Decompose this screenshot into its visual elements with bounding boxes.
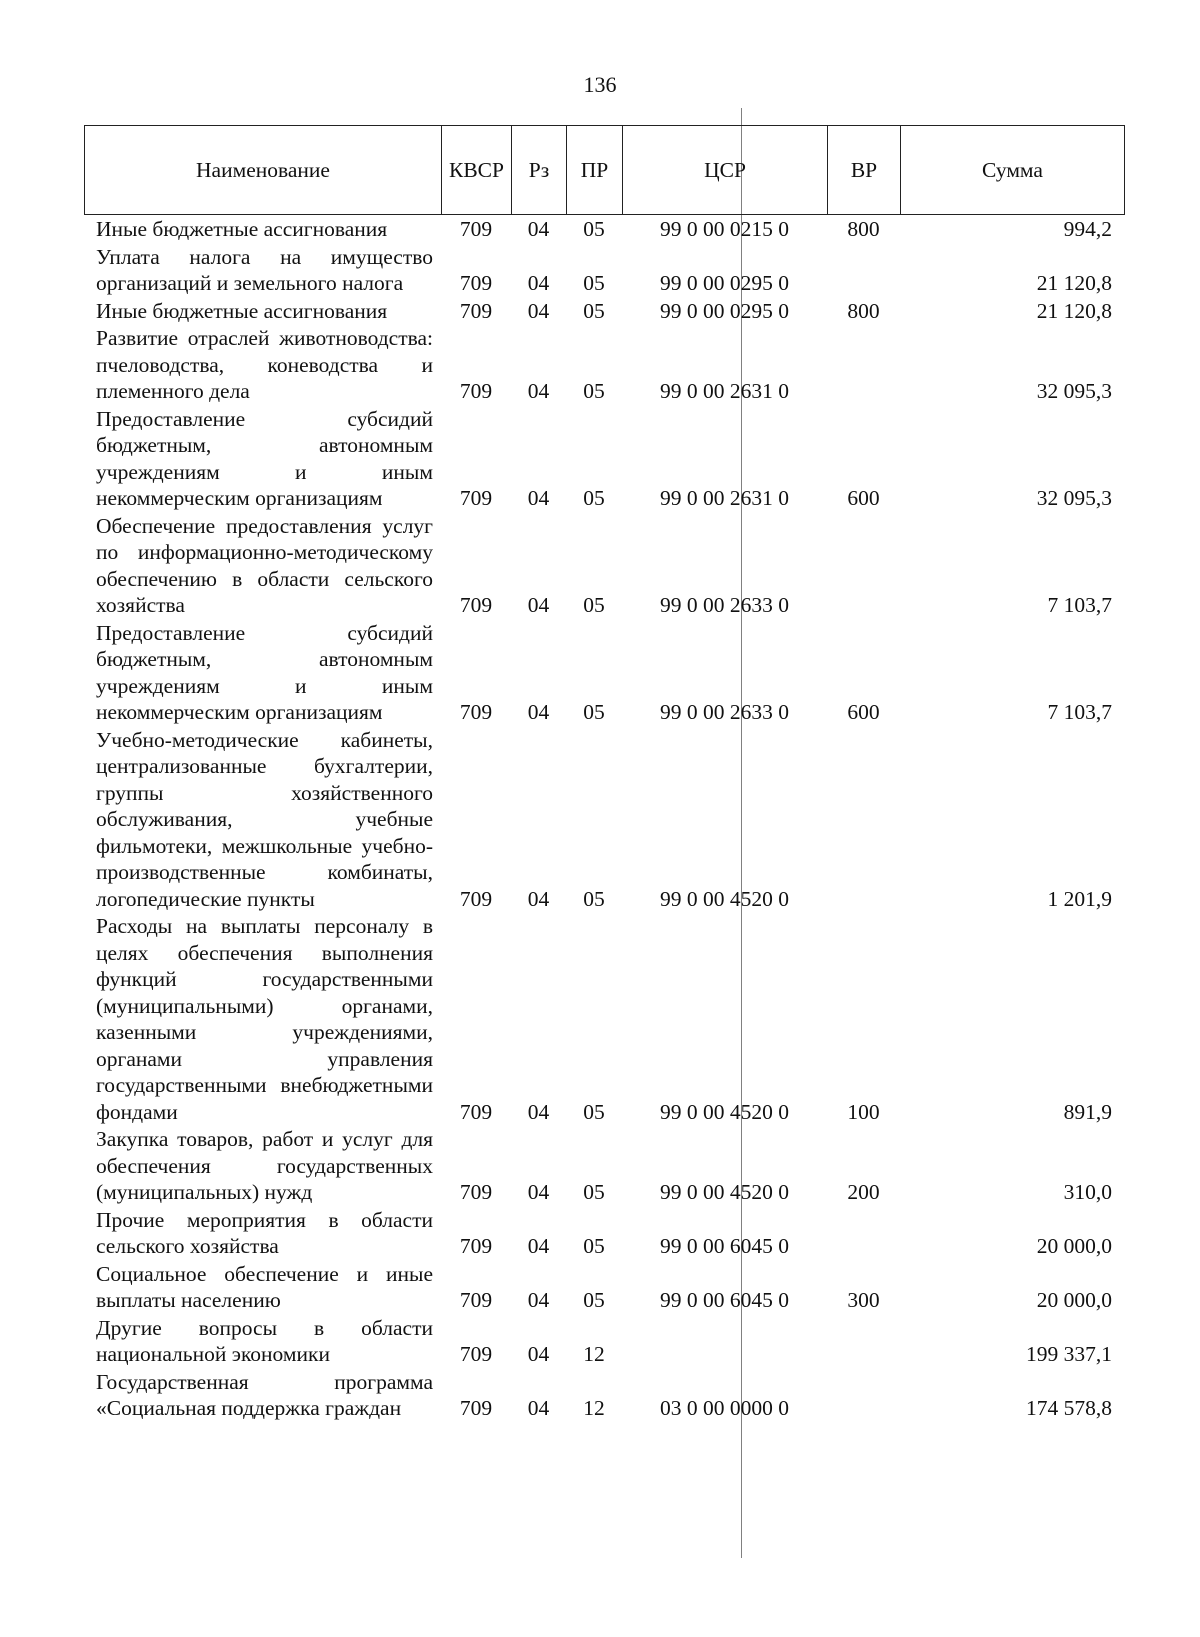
cell-sum: 199 337,1 xyxy=(1026,1342,1112,1366)
cell-pr: 05 xyxy=(583,1180,605,1204)
cell-pr: 05 xyxy=(583,1099,605,1124)
cell-kvsr: 709 xyxy=(459,886,493,911)
cell-name: Расходы на выплаты персоналу в целях обеспечения выполнения функций государственными (муниципальными) органами, казенными учреждениями, органами управления государственными внебюджетными фондами xyxy=(96,914,433,1124)
table-row xyxy=(84,1368,1124,1422)
table-row xyxy=(84,297,1124,325)
cell-pr: 05 xyxy=(583,886,605,911)
cell-sum: 7 103,7 xyxy=(1047,700,1112,724)
cell-vr xyxy=(827,243,900,297)
cell-rz: 04 xyxy=(527,379,550,403)
cell-sum: 21 120,8 xyxy=(1036,271,1112,295)
cell-pr: 05 xyxy=(583,217,605,241)
cell-vr xyxy=(827,726,900,913)
table-row xyxy=(84,1260,1124,1314)
cell-name: Предоставление субсидий бюджетным, автономным учреждениям и иным некоммерческим организациям xyxy=(96,406,433,510)
cell-csr: 99 0 00 4520 0 xyxy=(660,1099,789,1124)
cell-pr: 05 xyxy=(583,486,605,510)
cell-sum: 32 095,3 xyxy=(1036,486,1112,510)
cell-name: Закупка товаров, работ и услуг для обеспечения государственных (муниципальных) нужд xyxy=(96,1127,433,1204)
cell-vr: 300 xyxy=(847,1288,880,1312)
cell-vr: 200 xyxy=(847,1180,880,1204)
cell-name: Уплата налога на имущество организаций и земельного налога xyxy=(96,244,433,295)
cell-vr xyxy=(827,324,900,405)
cell-vr: 100 xyxy=(847,1099,880,1124)
table-row xyxy=(84,215,1124,243)
cell-csr: 99 0 00 4520 0 xyxy=(660,886,789,911)
cell-name: Социальное обеспечение и иные выплаты населению xyxy=(96,1261,433,1312)
cell-name: Иные бюджетные ассигнования xyxy=(96,298,388,323)
cell-vr: 800 xyxy=(847,217,880,241)
cell-vr xyxy=(827,512,900,619)
cell-rz: 04 xyxy=(527,1234,550,1258)
table-row xyxy=(84,243,1124,297)
cell-rz: 04 xyxy=(527,271,550,295)
cell-csr: 99 0 00 2631 0 xyxy=(660,486,789,510)
cell-rz: 04 xyxy=(527,1396,550,1420)
cell-csr: 99 0 00 6045 0 xyxy=(660,1234,789,1258)
cell-name: Учебно-методические кабинеты, централизованные бухгалтерии, группы хозяйственного обслуживания, учебные фильмотеки, межшкольные учебно-производственные комбинаты, логопедические пункты xyxy=(96,727,433,911)
cell-pr: 05 xyxy=(583,1288,605,1312)
cell-kvsr: 709 xyxy=(459,271,493,295)
cell-csr: 99 0 00 0215 0 xyxy=(660,217,789,241)
cell-kvsr: 709 xyxy=(459,379,493,403)
column-header-rz: Рз xyxy=(512,126,567,215)
cell-name: Развитие отраслей животноводства: пчеловодства, коневодства и племенного дела xyxy=(96,326,433,403)
cell-csr: 99 0 00 4520 0 xyxy=(660,1180,789,1204)
cell-vr xyxy=(827,1368,900,1422)
table-row xyxy=(84,1314,1124,1368)
page-number: 136 xyxy=(583,72,617,97)
cell-csr: 03 0 00 0000 0 xyxy=(660,1396,789,1420)
cell-rz: 04 xyxy=(527,593,550,617)
table-row xyxy=(84,619,1124,726)
cell-rz: 04 xyxy=(527,486,550,510)
cell-kvsr: 709 xyxy=(459,1342,493,1366)
cell-vr xyxy=(827,1206,900,1260)
cell-csr: 99 0 00 6045 0 xyxy=(660,1288,789,1312)
cell-sum: 891,9 xyxy=(1063,1099,1112,1124)
cell-name: Предоставление субсидий бюджетным, автономным учреждениям и иным некоммерческим организациям xyxy=(96,620,433,724)
cell-name: Государственная программа «Социальная поддержка граждан xyxy=(96,1369,433,1420)
table-row xyxy=(84,405,1124,512)
cell-csr: 99 0 00 2633 0 xyxy=(660,700,789,724)
cell-rz: 04 xyxy=(527,217,550,241)
cell-kvsr: 709 xyxy=(459,1234,493,1258)
cell-sum: 21 120,8 xyxy=(1036,298,1112,323)
cell-rz: 04 xyxy=(527,1099,550,1124)
column-header-sum: Сумма xyxy=(901,126,1125,215)
column-header-kvsr: КВСР xyxy=(442,126,512,215)
table-row xyxy=(84,1125,1124,1206)
cell-kvsr: 709 xyxy=(459,486,493,510)
column-header-name: Наименование xyxy=(85,126,442,215)
cell-rz: 04 xyxy=(527,1288,550,1312)
cell-pr: 05 xyxy=(583,298,605,323)
cell-name: Иные бюджетные ассигнования xyxy=(96,217,388,241)
table-row xyxy=(84,512,1124,619)
column-header-pr: ПР xyxy=(567,126,623,215)
cell-rz: 04 xyxy=(527,1180,550,1204)
cell-kvsr: 709 xyxy=(459,298,493,323)
table-row xyxy=(84,912,1124,1125)
cell-csr: 99 0 00 2633 0 xyxy=(660,593,789,617)
cell-csr xyxy=(622,1314,827,1368)
column-header-csr: ЦСР xyxy=(623,126,828,215)
cell-rz: 04 xyxy=(527,1342,550,1366)
cell-sum: 20 000,0 xyxy=(1036,1288,1112,1312)
cell-sum: 1 201,9 xyxy=(1047,886,1112,911)
cell-kvsr: 709 xyxy=(459,217,493,241)
cell-name: Другие вопросы в области национальной экономики xyxy=(96,1315,433,1366)
cell-sum: 32 095,3 xyxy=(1036,379,1112,403)
cell-sum: 174 578,8 xyxy=(1026,1396,1112,1420)
cell-kvsr: 709 xyxy=(459,1288,493,1312)
table-row xyxy=(84,1206,1124,1260)
cell-rz: 04 xyxy=(527,700,550,724)
cell-pr: 05 xyxy=(583,379,605,403)
cell-kvsr: 709 xyxy=(459,1396,493,1420)
cell-csr: 99 0 00 0295 0 xyxy=(660,271,789,295)
cell-csr: 99 0 00 0295 0 xyxy=(660,298,789,323)
cell-sum: 20 000,0 xyxy=(1036,1234,1112,1258)
cell-pr: 05 xyxy=(583,1234,605,1258)
cell-pr: 05 xyxy=(583,271,605,295)
table-header xyxy=(84,125,1125,215)
cell-vr xyxy=(827,1314,900,1368)
cell-csr: 99 0 00 2631 0 xyxy=(660,379,789,403)
cell-pr: 05 xyxy=(583,700,605,724)
cell-sum: 7 103,7 xyxy=(1047,593,1112,617)
cell-kvsr: 709 xyxy=(459,1180,493,1204)
table-row xyxy=(84,324,1124,405)
cell-pr: 12 xyxy=(583,1396,605,1420)
cell-vr: 800 xyxy=(847,298,880,323)
cell-vr: 600 xyxy=(847,700,880,724)
cell-rz: 04 xyxy=(527,298,550,323)
table-row xyxy=(84,726,1124,913)
cell-rz: 04 xyxy=(527,886,550,911)
column-header-vr: ВР xyxy=(828,126,901,215)
cell-kvsr: 709 xyxy=(459,593,493,617)
cell-sum: 310,0 xyxy=(1063,1180,1112,1204)
cell-name: Прочие мероприятия в области сельского хозяйства xyxy=(96,1207,433,1258)
cell-kvsr: 709 xyxy=(459,700,493,724)
cell-sum: 994,2 xyxy=(1063,217,1112,241)
cell-kvsr: 709 xyxy=(459,1099,493,1124)
budget-table xyxy=(84,215,1124,1422)
cell-pr: 05 xyxy=(583,593,605,617)
cell-vr: 600 xyxy=(847,486,880,510)
cell-pr: 12 xyxy=(583,1342,605,1366)
cell-name: Обеспечение предоставления услуг по информационно-методическому обеспечению в области сельского хозяйства xyxy=(96,513,433,617)
